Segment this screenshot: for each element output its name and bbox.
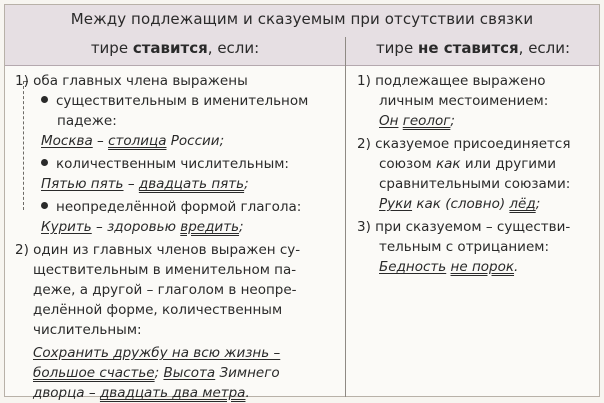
right-column [357,71,593,277]
exception-item-1: 1) подлежащее выражено [357,73,546,89]
rule-item-1: 1) оба главных члена выражены [15,73,248,89]
exception-example-2: Руки как (словно) лёд; [379,196,541,212]
exception-item-3-cont: тельным с отрицанием: [379,239,549,255]
bullet-infinitive: неопределённой формой глагола: [15,197,335,217]
table-title: Между подлежащим и сказуемым при отсутствии связки [70,10,534,28]
exception-example-3: Бедность не порок. [379,259,519,275]
exception-item-2: 2) сказуемое присоединяется [357,136,571,152]
rule-table [4,4,600,401]
rule-item-2-cont: делённой форме, количественным [33,302,283,318]
exception-item-3: 3) при сказуемом – существи- [357,219,571,235]
right-column-heading: тире не ставится, если: [375,39,571,57]
bullet-icon [41,202,48,209]
example-1: Москва – столица России; [41,133,225,149]
bullet-noun: существительным в именительном [15,91,335,111]
rule-item-2-cont: ществительным в именительном па- [33,262,297,278]
example-3: Курить – здоровью вредить; [41,219,244,235]
bullet-icon [41,96,48,103]
example-2: Пятью пять – двадцать пять; [41,176,249,192]
rule-item-2-cont: деже, а другой – глаголом в неопре- [33,282,297,298]
rule-item-2: 2) один из главных членов выражен су- [15,242,301,258]
example-4: Сохранить дружбу на всю жизнь – [33,345,281,361]
rule-item-2-cont: числительным: [33,322,142,338]
bullet-numeral: количественным числительным: [15,154,335,174]
exception-item-2-cont: союзом как или другими [379,156,557,172]
left-column [15,71,335,403]
exception-item-2-cont: сравнительными союзами: [379,176,571,192]
exception-item-1-cont: личным местоимением: [379,93,549,109]
bullet-noun-cont: падеже: [57,113,117,129]
table-header [5,5,599,66]
exception-example-1: Он геолог; [379,113,455,129]
example-4-end: дворца – двадцать два метра. [33,385,250,401]
left-column-heading: тире ставится, если: [90,39,260,57]
bullet-icon [41,159,48,166]
example-4-cont: большое счастье; Высота Зимнего [33,365,280,381]
column-divider [345,37,346,397]
